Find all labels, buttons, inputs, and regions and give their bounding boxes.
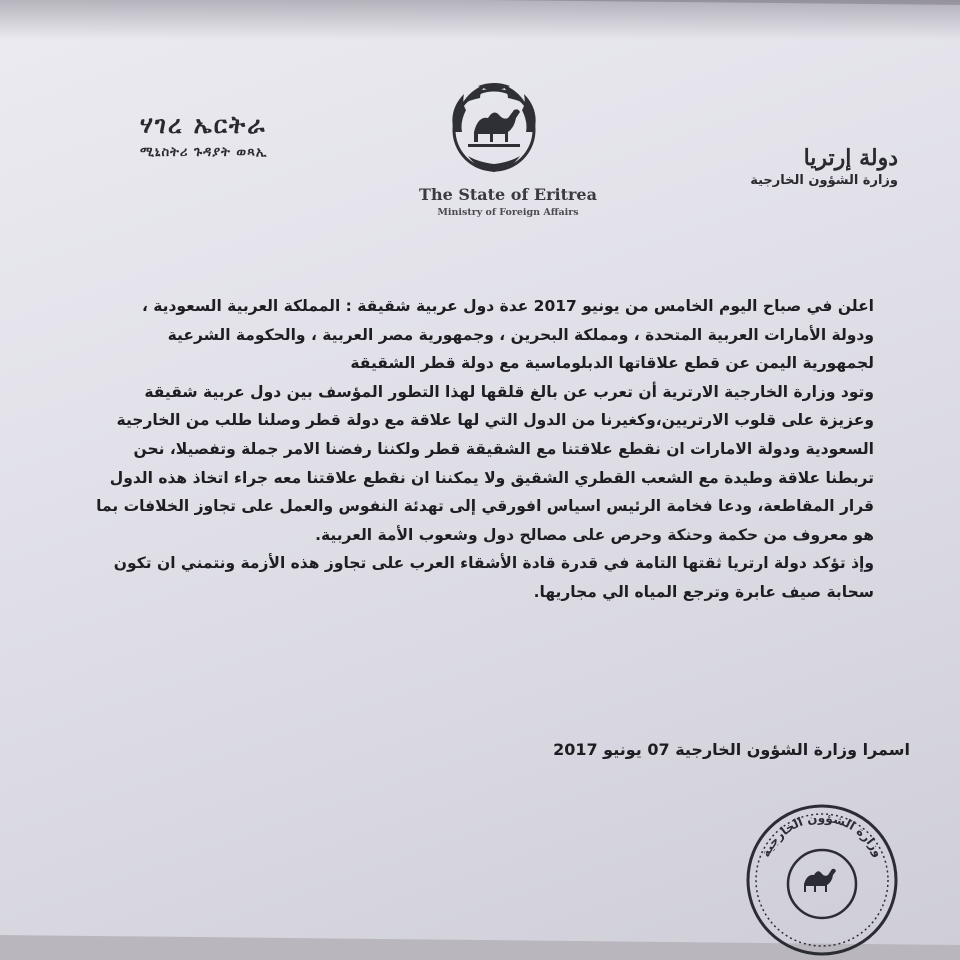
letterhead-arabic [698,145,898,188]
body-line: اعلن في صباح اليوم الخامس من يونيو 2017 عدة دول عربية شقيقة : المملكة العربية السعودية ، [141,297,874,315]
body-line: تربطنا علاقة وطيدة مع الشعب القطري الشقيق ولا يمكننا ان نقطع علاقتنا معه جراء اتخاذ هذه الدول [109,468,874,487]
body-line: سحابة صيف عابرة وترجع المياه الي مجاريها. [533,582,874,601]
body-line: لجمهورية اليمن عن قطع علاقاتها الدبلوماسية مع دولة قطر الشقيقة [350,354,874,373]
body-line: وتود وزارة الخارجية الارترية أن تعرب عن بالغ قلقها لهذا التطور المؤسف بين دول عربية شقيقة [144,382,874,401]
signoff-line: اسمرا وزارة الشؤون الخارجية 07 يونيو 2017 [553,740,910,759]
letterhead-tigrinya [140,110,320,160]
arabic-state-name: دولة إرتريا [803,145,898,171]
body-line: قرار المقاطعة، ودعا فخامة الرئيس اسياس افورقي إلى تهدئة النفوس والعمل على تجاوز الخلافات بما [96,497,874,516]
state-title-english: The State of Eritrea [419,185,597,204]
letter-body [44,292,874,607]
body-line: هو معروف من حكمة وحنكة وحرص على مصالح دول وشعوب الأمة العربية. [315,525,874,544]
tigrinya-state-name: ሃገረ ኤርትራ [140,110,267,139]
ministry-name-english: Ministry of Foreign Affairs [437,207,579,218]
top-shadow [0,0,960,40]
body-line: ودولة الأمارات العربية المتحدة ، ومملكة البحرين ، وجمهورية مصر العربية ، والحكومة الشرعية [167,325,874,344]
tigrinya-ministry-name: ሚኒስትሪ ጉዳያት ወጻኢ [140,145,268,160]
body-line: وعزيزة على قلوب الارتريين،وكغيرنا من الدول التي لها علاقة مع دولة قطر وصلنا طلب من الخارجية [116,411,874,430]
stamp-text: وزارة الشؤون الخارجية [758,810,886,860]
body-line: السعودية ودولة الامارات ان نقطع علاقتنا مع الشقيقة قطر ولكننا رفضنا الامر جملة وتفصيلا، نحن [133,439,874,458]
arabic-ministry-name: وزارة الشؤون الخارجية [750,173,898,188]
eritrea-camel-emblem [438,72,550,184]
body-line: وإذ تؤكد دولة ارتريا ثقتها التامة في قدرة قادة الأشقاء العرب على تجاوز هذه الأزمة ونتمني ان تكون [113,554,874,573]
ministry-stamp [742,800,902,960]
